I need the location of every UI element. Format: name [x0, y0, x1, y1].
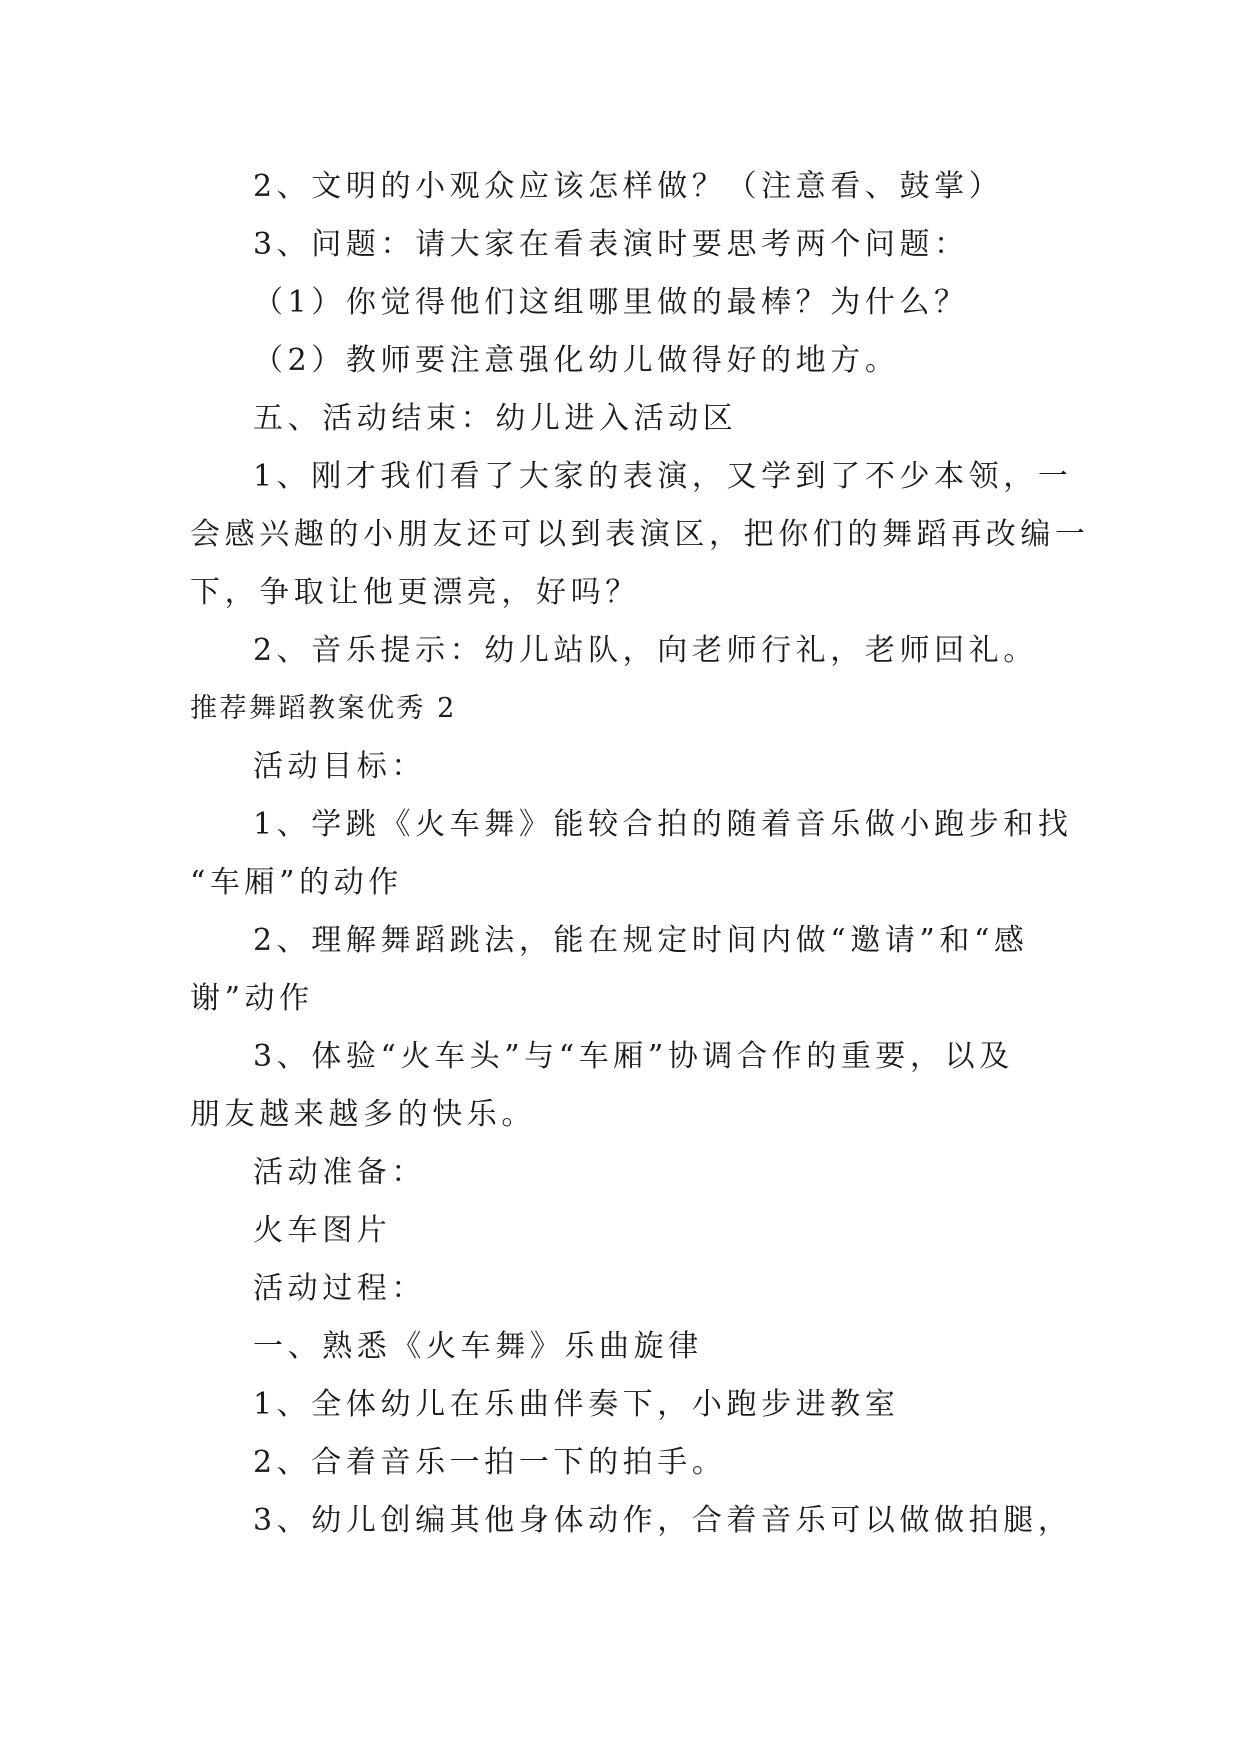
text-line: 火车图片: [253, 1213, 392, 1248]
text-line: 会感兴趣的小朋友还可以到表演区，把你们的舞蹈再改编一: [190, 517, 1090, 552]
text-line: 1、学跳《火车舞》能较合拍的随着音乐做小跑步和找: [253, 807, 1073, 842]
text-line: 3、体验“火车头”与“车厢”协调合作的重要，以及: [253, 1039, 1014, 1074]
section-heading: 一、熟悉《火车舞》乐曲旋律: [253, 1329, 703, 1364]
text-line: “车厢”的动作: [190, 865, 403, 900]
section-heading: 活动目标：: [253, 749, 426, 784]
text-line: 2、理解舞蹈跳法，能在规定时间内做“邀请”和“感: [253, 923, 1029, 958]
document-heading: 推荐舞蹈教案优秀 2: [190, 693, 457, 724]
text-line: 3、问题：请大家在看表演时要思考两个问题：: [253, 227, 969, 262]
section-heading: 五、活动结束：幼儿进入活动区: [253, 401, 738, 436]
text-line: （1）你觉得他们这组哪里做的最棒？为什么？: [253, 285, 969, 320]
text-line: 谢”动作: [190, 981, 314, 1016]
text-line: 下，争取让他更漂亮，好吗？: [190, 575, 640, 610]
text-line: 2、合着音乐一拍一下的拍手。: [253, 1445, 727, 1480]
text-line: 朋友越来越多的快乐。: [190, 1097, 536, 1132]
text-line: （2）教师要注意强化幼儿做得好的地方。: [253, 343, 900, 378]
text-line: 1、刚才我们看了大家的表演，又学到了不少本领，一: [253, 459, 1073, 494]
text-line: 2、音乐提示：幼儿站队，向老师行礼，老师回礼。: [253, 633, 1038, 668]
text-line: 2、文明的小观众应该怎样做？（注意看、鼓掌）: [253, 169, 1004, 204]
text-line: 3、幼儿创编其他身体动作，合着音乐可以做做拍腿，: [253, 1503, 1073, 1538]
section-heading: 活动准备：: [253, 1155, 426, 1190]
text-line: 1、全体幼儿在乐曲伴奏下，小跑步进教室: [253, 1387, 900, 1422]
section-heading: 活动过程：: [253, 1271, 426, 1306]
